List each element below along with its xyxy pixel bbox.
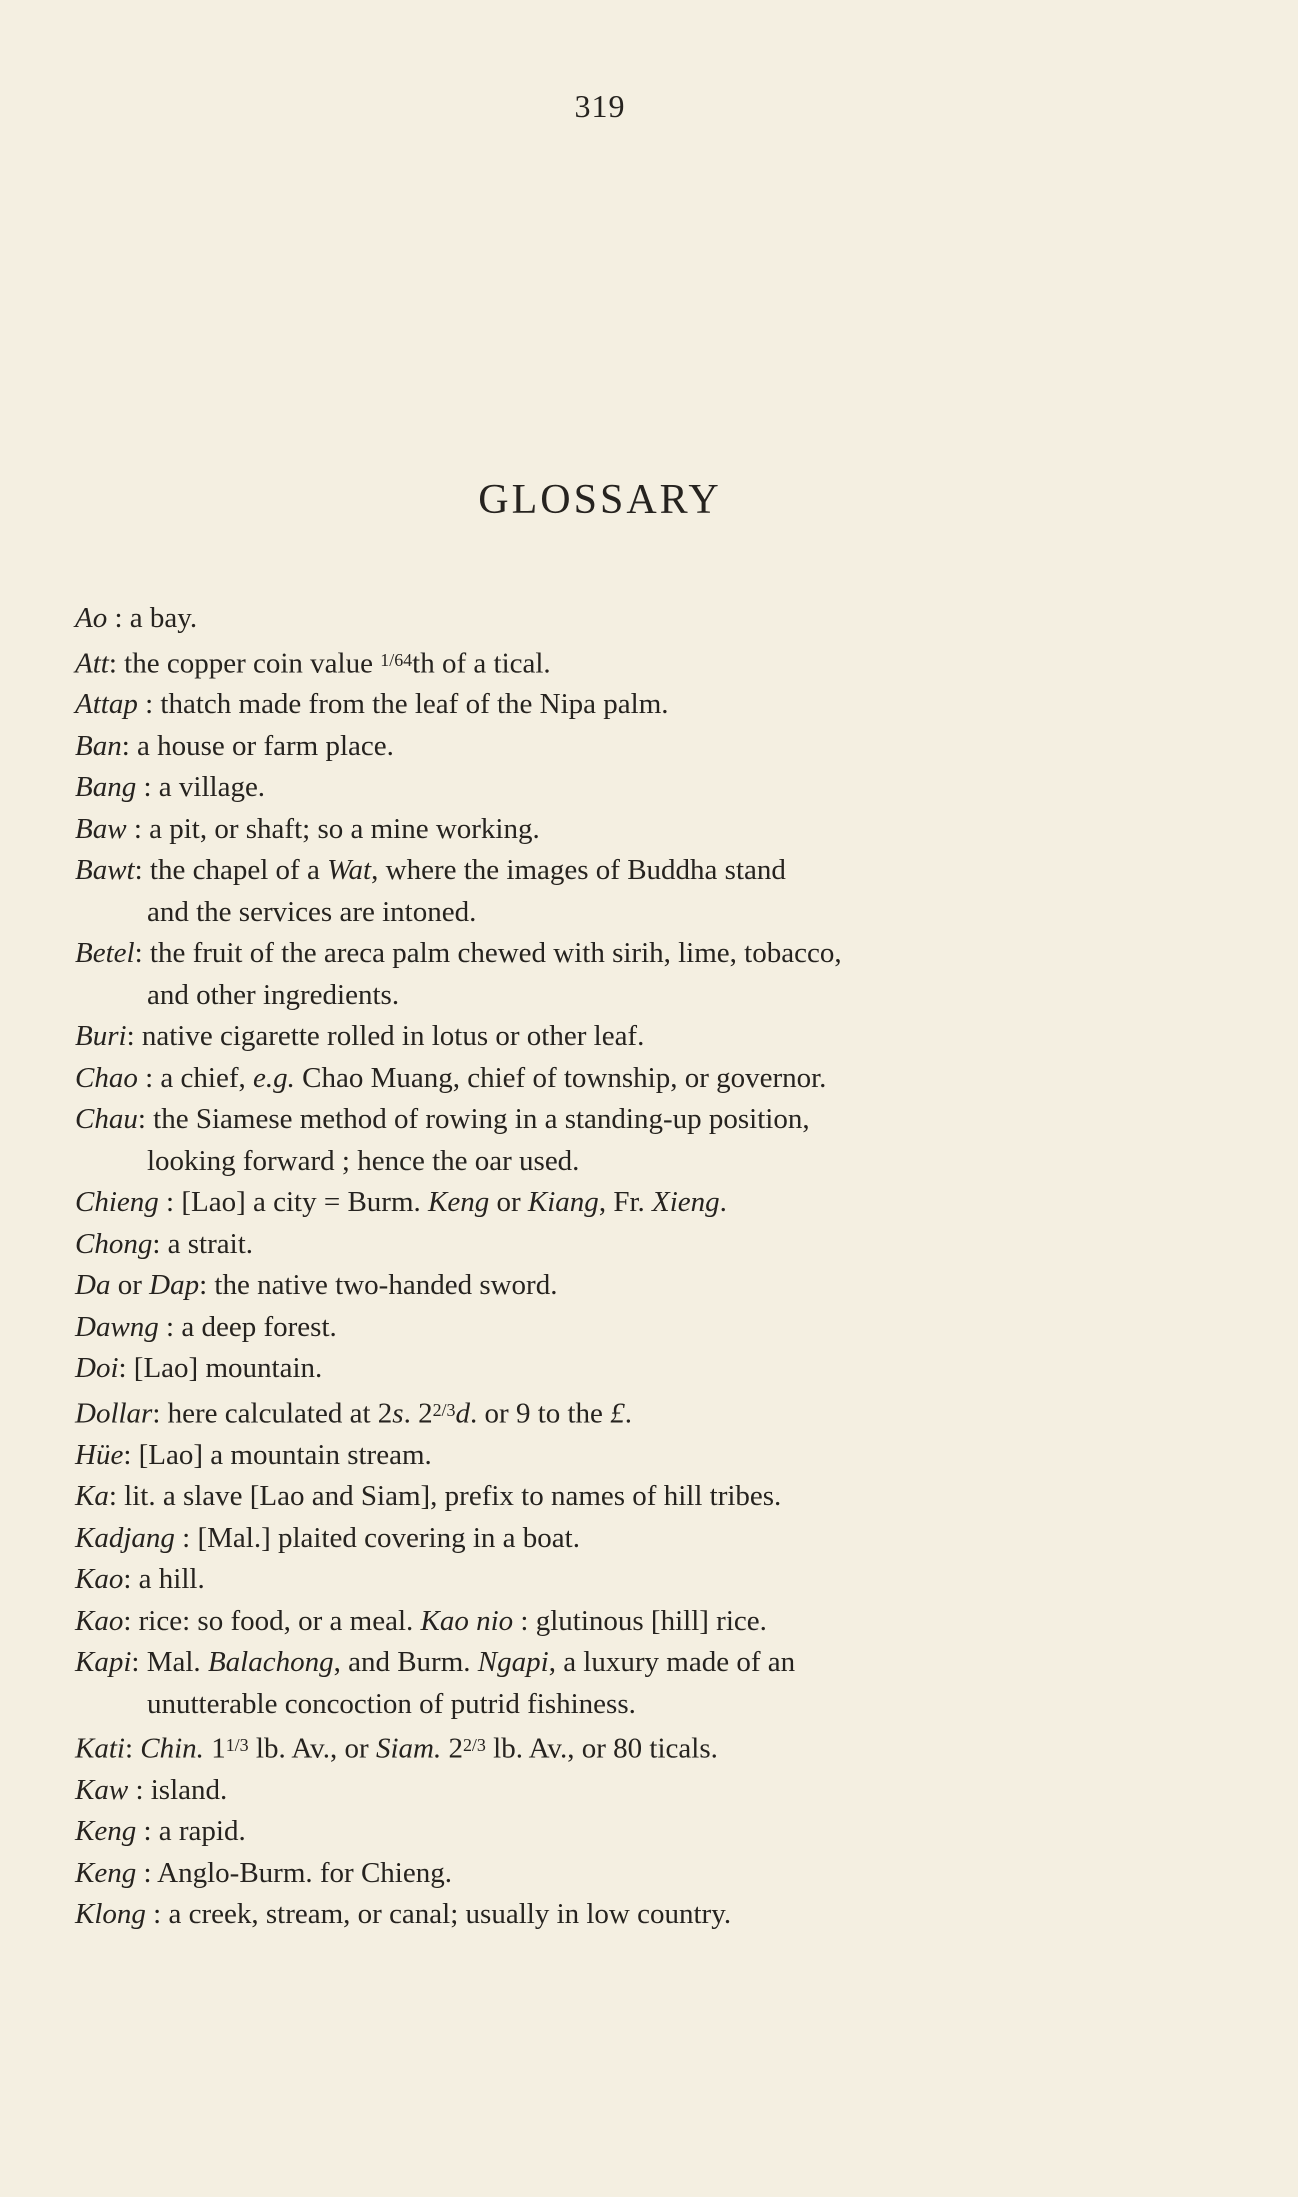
definition-text: . 2: [403, 1397, 433, 1430]
definition-text: or: [110, 1269, 150, 1302]
definition-text: .: [719, 1186, 727, 1219]
definition-text: : the chapel of a: [134, 854, 328, 887]
glossary-term: Ban: [75, 729, 122, 762]
glossary-term: Bang: [75, 771, 137, 804]
glossary-term: Da: [75, 1269, 111, 1302]
italic-text: e.g.: [252, 1061, 295, 1094]
definition-text: lb. Av., or: [248, 1732, 376, 1765]
definition-text: : the copper coin value: [108, 646, 381, 679]
glossary-term: Ao: [75, 602, 108, 634]
glossary-entry: [75, 1518, 1135, 1560]
glossary-entry: [75, 1725, 1135, 1770]
glossary-term: Chau: [75, 1103, 138, 1136]
definition-text: : Mal.: [131, 1646, 208, 1679]
definition-text: .: [624, 1397, 632, 1430]
definition-text: 2: [441, 1732, 463, 1765]
fraction: 2/3: [462, 1735, 486, 1756]
italic-text: Siam.: [375, 1732, 442, 1765]
glossary-entry: [75, 1894, 1135, 1936]
definition-text: , where the images of Buddha stand: [371, 854, 786, 887]
definition-text: : [Lao] a mountain stream.: [123, 1438, 432, 1471]
definition-text: : native cigarette rolled in lotus or other leaf.: [126, 1020, 645, 1053]
glossary-entry: [75, 1853, 1135, 1895]
definition-text: : a chief,: [137, 1061, 253, 1094]
glossary-term: Kapi: [75, 1646, 132, 1679]
definition-text: and other ingredients.: [147, 978, 400, 1011]
glossary-term: Chao: [75, 1061, 138, 1094]
glossary-term: Hüe: [75, 1438, 124, 1471]
definition-text: , and Burm.: [333, 1646, 478, 1679]
glossary-term: Chieng: [75, 1186, 159, 1219]
glossary-term: Buri: [75, 1020, 127, 1053]
glossary-entry: [75, 1559, 1135, 1601]
glossary-term: Keng: [75, 1815, 137, 1848]
page-number: 319: [574, 88, 626, 124]
definition-text: : a strait.: [152, 1227, 254, 1260]
definition-text: : a deep forest.: [158, 1310, 337, 1343]
definition-text: : a hill.: [123, 1563, 205, 1596]
glossary-term: Ka: [75, 1480, 109, 1513]
italic-text: Kiang: [527, 1186, 599, 1219]
italic-text: Xieng: [652, 1186, 720, 1219]
italic-text: £: [610, 1397, 625, 1430]
glossary-entry: [75, 1224, 1135, 1266]
glossary-entry: [75, 1435, 1135, 1477]
glossary-entry: [75, 1016, 1135, 1058]
definition-text: : Anglo-Burm. for Chieng.: [136, 1856, 452, 1889]
definition-text: looking forward ; hence the oar used.: [147, 1144, 580, 1177]
definition-text: unutterable concoction of putrid fishiness.: [147, 1687, 636, 1720]
fraction: 1/64: [380, 649, 413, 670]
glossary-entry: [75, 1307, 1135, 1349]
glossary-entry: [75, 850, 1135, 933]
definition-text: : a pit, or shaft; so a mine working.: [126, 812, 540, 845]
definition-text: : a bay.: [107, 602, 198, 634]
glossary-entry: [75, 1601, 1135, 1643]
glossary-term: Betel: [75, 937, 135, 970]
glossary-term: Chong: [75, 1227, 153, 1260]
glossary-entry: [75, 1058, 1135, 1100]
definition-text: : glutinous [hill] rice.: [513, 1604, 767, 1637]
glossary-term: Dawng: [75, 1310, 159, 1343]
definition-text: and the services are intoned.: [147, 895, 477, 928]
italic-text: Kao nio: [420, 1604, 514, 1637]
glossary-entry: [75, 726, 1135, 768]
glossary-term: Attap: [75, 688, 138, 721]
glossary-entry: [75, 1348, 1135, 1390]
italic-text: Dap: [149, 1269, 200, 1302]
definition-text: : a house or farm place.: [121, 729, 394, 762]
page-title: GLOSSARY: [478, 477, 722, 523]
fraction: 2/3: [432, 1399, 456, 1420]
glossary-term: Att: [75, 646, 109, 679]
glossary-term: Klong: [75, 1898, 146, 1931]
glossary-entry: [75, 1182, 1135, 1224]
definition-text: or: [489, 1186, 528, 1219]
definition-text: : the Siamese method of rowing in a standing-up position,: [137, 1103, 810, 1136]
glossary-entry: [75, 767, 1135, 809]
glossary-term: Baw: [75, 812, 127, 845]
italic-text: s: [392, 1397, 404, 1430]
definition-text: Chao Muang, chief of township, or governor.: [294, 1061, 827, 1094]
italic-text: Keng: [428, 1186, 490, 1219]
glossary-term: Kao: [75, 1563, 124, 1596]
glossary-term: Kao: [75, 1604, 124, 1637]
glossary-entry: [75, 684, 1135, 726]
glossary-term: Doi: [75, 1352, 119, 1385]
definition-text: : rice: so food, or a meal.: [123, 1604, 421, 1637]
glossary-entry: [75, 1770, 1135, 1812]
glossary-entry: [75, 1811, 1135, 1853]
italic-text: Ngapi: [477, 1646, 549, 1679]
definition-text: : island.: [128, 1773, 228, 1806]
glossary-entry: [75, 1476, 1135, 1518]
fraction: 1/3: [225, 1735, 249, 1756]
definition-text: : a village.: [136, 771, 266, 804]
italic-text: Chin.: [140, 1732, 204, 1765]
definition-text: :: [124, 1732, 141, 1765]
italic-text: Balachong: [207, 1646, 334, 1679]
definition-text: : the fruit of the areca palm chewed with sirih, lime, tobacco,: [134, 937, 842, 970]
definition-text: , a luxury made of an: [548, 1646, 796, 1679]
glossary-term: Kadjang: [75, 1521, 175, 1554]
definition-text: : here calculated at 2: [152, 1397, 393, 1430]
glossary-term: Kaw: [75, 1773, 129, 1806]
glossary-entry: [75, 1265, 1135, 1307]
glossary-entry: [75, 1642, 1135, 1725]
definition-text: . or 9 to the: [470, 1397, 611, 1430]
glossary-term: Kati: [75, 1732, 125, 1765]
glossary-term: Keng: [75, 1856, 137, 1889]
definition-text: : thatch made from the leaf of the Nipa palm.: [137, 688, 669, 721]
definition-text: : [Lao] mountain.: [118, 1352, 323, 1385]
definition-text: : the native two-handed sword.: [199, 1269, 558, 1302]
glossary-entry: [75, 933, 1135, 1016]
glossary-entry: [75, 598, 1135, 640]
glossary-entry: [75, 809, 1135, 851]
definition-text: : lit. a slave [Lao and Siam], prefix to names of hill tribes.: [108, 1480, 782, 1513]
glossary-entry: [75, 1099, 1135, 1182]
definition-text: : [Mal.] plaited covering in a boat.: [174, 1521, 580, 1554]
glossary-entry: [75, 1390, 1135, 1435]
definition-text: : a rapid.: [136, 1815, 246, 1848]
glossary-entry: [75, 640, 1135, 685]
definition-text: lb. Av., or 80 ticals.: [485, 1732, 718, 1765]
glossary-entries: [75, 598, 1135, 1936]
definition-text: : a creek, stream, or canal; usually in low country.: [145, 1898, 732, 1931]
glossary-term: Dollar: [75, 1397, 153, 1430]
glossary-term: Bawt: [75, 854, 135, 887]
italic-text: d: [455, 1397, 471, 1430]
definition-text: , Fr.: [598, 1186, 652, 1219]
definition-text: : [Lao] a city = Burm.: [158, 1186, 429, 1219]
definition-text: th of a tical.: [412, 646, 551, 679]
italic-text: Wat: [327, 854, 372, 887]
definition-text: 1: [203, 1732, 226, 1765]
